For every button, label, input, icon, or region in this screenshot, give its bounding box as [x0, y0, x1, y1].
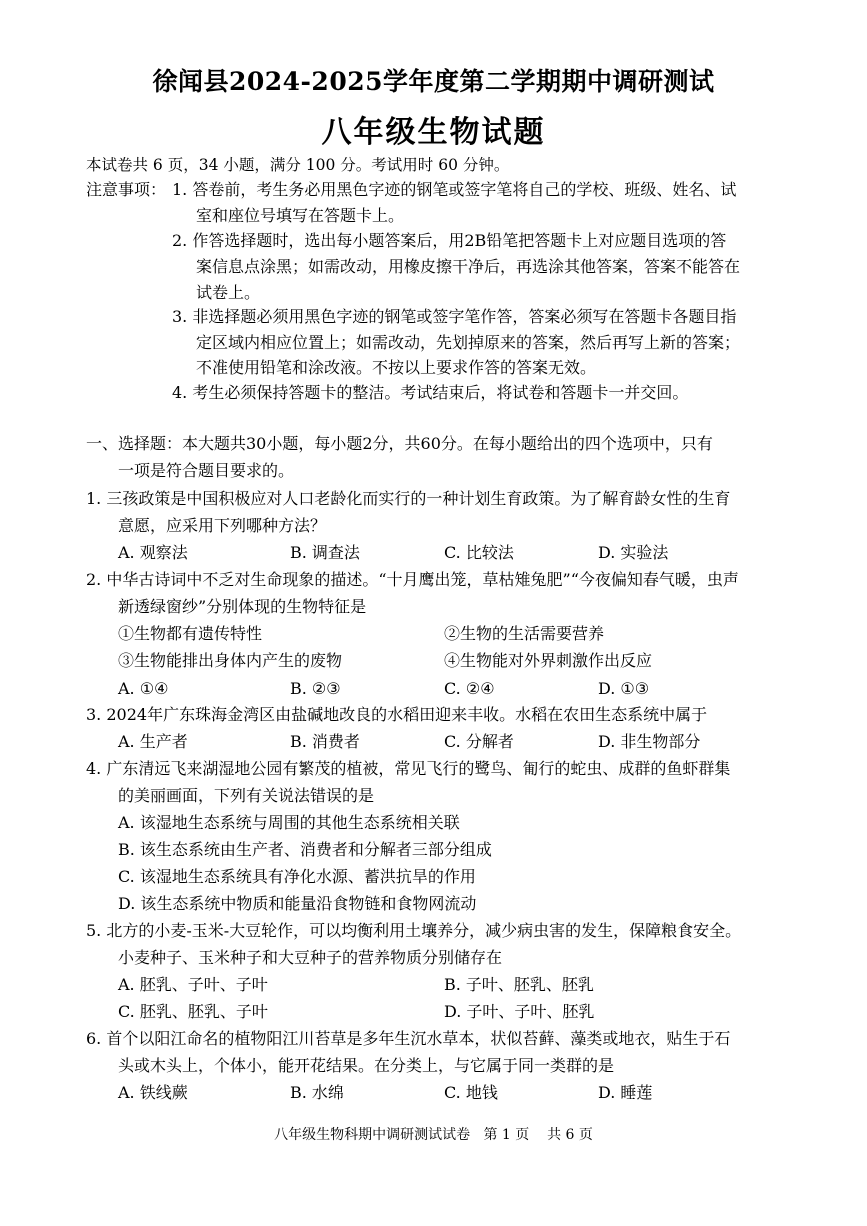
question-6-stem-line-2: 头或木头上，个体小，能开花结果。在分类上，与它属于同一类群的是 [118, 1056, 615, 1075]
option-d: D. 实验法 [598, 543, 669, 562]
question-2-options [118, 677, 818, 701]
page-footer [0, 1124, 867, 1144]
question-4-option-b: B. 该生态系统由生产者、消费者和分解者三部分组成 [118, 840, 492, 859]
option-d: D. 非生物部分 [598, 732, 701, 751]
question-4-stem-line-2: 的美丽画面，下列有关说法错误的是 [118, 786, 375, 805]
question-5-stem-line-2: 小麦种子、玉米种子和大豆种子的营养物质分别储存在 [118, 948, 503, 967]
note-1-line-1: 1. 答卷前，考生务必用黑色字迹的钢笔或签字笔将自己的学校、班级、姓名、试 [172, 180, 737, 199]
question-4-option-d: D. 该生态系统中物质和能量沿食物链和食物网流动 [118, 894, 477, 913]
question-3-options [118, 730, 818, 754]
option-c: C. 比较法 [444, 543, 514, 562]
option-c: C. 地钱 [444, 1083, 498, 1102]
statement-3: ③生物能排出身体内产生的废物 [118, 651, 343, 670]
note-2-line-2: 案信息点涂黑；如需改动，用橡皮擦干净后，再选涂其他答案，答案不能答在 [196, 257, 741, 276]
question-6-stem: 6. 首个以阳江命名的植物阳江川苔草是多年生沉水草本，状似苔藓、藻类或地衣，贴生于石 [86, 1029, 731, 1048]
question-1-stem: 1. 三孩政策是中国积极应对人口老龄化而实行的一种计划生育政策。为了解育龄女性的生育 [86, 489, 731, 508]
note-3-line-2: 定区域内相应位置上；如需改动，先划掉原来的答案，然后再写上新的答案； [196, 333, 741, 352]
option-b: B. 水绵 [290, 1083, 344, 1102]
statement-4: ④生物能对外界刺激作出反应 [444, 651, 653, 670]
footer-exam-name: 八年级生物科期中调研测试试卷 [274, 1127, 471, 1143]
option-b: B. 子叶、胚乳、胚乳 [444, 975, 594, 994]
option-a: A. 观察法 [118, 543, 188, 562]
option-c: C. ②④ [444, 679, 495, 698]
option-a: A. ①④ [118, 679, 169, 698]
footer-page-number: 第 1 页 [483, 1127, 530, 1143]
question-6-options [118, 1081, 818, 1105]
question-5-options-row-2 [118, 1000, 818, 1024]
section-heading-line-2: 一项是符合题目要求的。 [118, 461, 295, 480]
option-c: C. 胚乳、胚乳、子叶 [118, 1002, 268, 1021]
question-1-options [118, 541, 818, 565]
option-b: B. 消费者 [290, 732, 360, 751]
question-2-statements-row-2 [118, 649, 818, 673]
option-a: A. 生产者 [118, 732, 188, 751]
option-b: B. 调查法 [290, 543, 360, 562]
note-4-line-1: 4. 考生必须保持答题卡的整洁。考试结束后，将试卷和答题卡一并交回。 [172, 383, 689, 402]
question-3-stem: 3. 2024年广东珠海金湾区由盐碱地改良的水稻田迎来丰收。水稻在农田生态系统中属于 [86, 705, 708, 724]
statement-1: ①生物都有遗传特性 [118, 624, 263, 643]
section-heading: 一、选择题：本大题共30小题，每小题2分，共60分。在每小题给出的四个选项中，只有 [86, 434, 713, 453]
note-2-line-1: 2. 作答选择题时，选出每小题答案后，用2B铅笔把答题卡上对应题目选项的答 [172, 231, 727, 250]
option-b: B. ②③ [290, 679, 341, 698]
question-4-stem: 4. 广东清远飞来湖湿地公园有繁茂的植被，常见飞行的鹭鸟、匍行的蛇虫、成群的鱼虾群集 [86, 759, 731, 778]
question-4-option-a: A. 该湿地生态系统与周围的其他生态系统相关联 [118, 813, 460, 832]
option-d: D. 子叶、子叶、胚乳 [444, 1002, 595, 1021]
question-2-stem: 2. 中华古诗词中不乏对生命现象的描述。“十月鹰出笼，草枯雉兔肥”“今夜偏知春气暖，虫声 [86, 570, 739, 589]
question-1-stem-line-2: 意愿，应采用下列哪种方法？ [118, 516, 327, 535]
question-4-option-c: C. 该湿地生态系统具有净化水源、蓄洪抗旱的作用 [118, 867, 476, 886]
note-3-line-3: 不准使用铅笔和涂改液。不按以上要求作答的答案无效。 [196, 358, 597, 377]
exam-subtitle: 八年级生物试题 [321, 115, 546, 150]
exam-summary: 本试卷共 6 页，34 小题，满分 100 分。考试用时 60 分钟。 [86, 156, 510, 174]
question-5-options-row-1 [118, 973, 818, 997]
option-d: D. ①③ [598, 679, 650, 698]
question-2-statements-row-1 [118, 622, 818, 646]
question-2-stem-line-2: 新透绿窗纱”分别体现的生物特征是 [118, 597, 367, 616]
exam-title: 徐闻县2024-2025学年度第二学期期中调研测试 [152, 67, 715, 96]
note-3-line-1: 3. 非选择题必须用黑色字迹的钢笔或签字笔作答，答案必须写在答题卡各题目指 [172, 307, 737, 326]
question-5-stem: 5. 北方的小麦-玉米-大豆轮作，可以均衡利用土壤养分，减少病虫害的发生，保障粮食安全。 [86, 921, 742, 940]
footer-total-pages: 共 6 页 [547, 1127, 593, 1143]
option-a: A. 胚乳、子叶、子叶 [118, 975, 268, 994]
note-1-line-2: 室和座位号填写在答题卡上。 [196, 206, 405, 225]
note-2-line-3: 试卷上。 [196, 283, 261, 302]
notes-label: 注意事项： [86, 180, 167, 199]
statement-2: ②生物的生活需要营养 [444, 624, 605, 643]
option-d: D. 睡莲 [598, 1083, 653, 1102]
option-a: A. 铁线蕨 [118, 1083, 188, 1102]
option-c: C. 分解者 [444, 732, 514, 751]
